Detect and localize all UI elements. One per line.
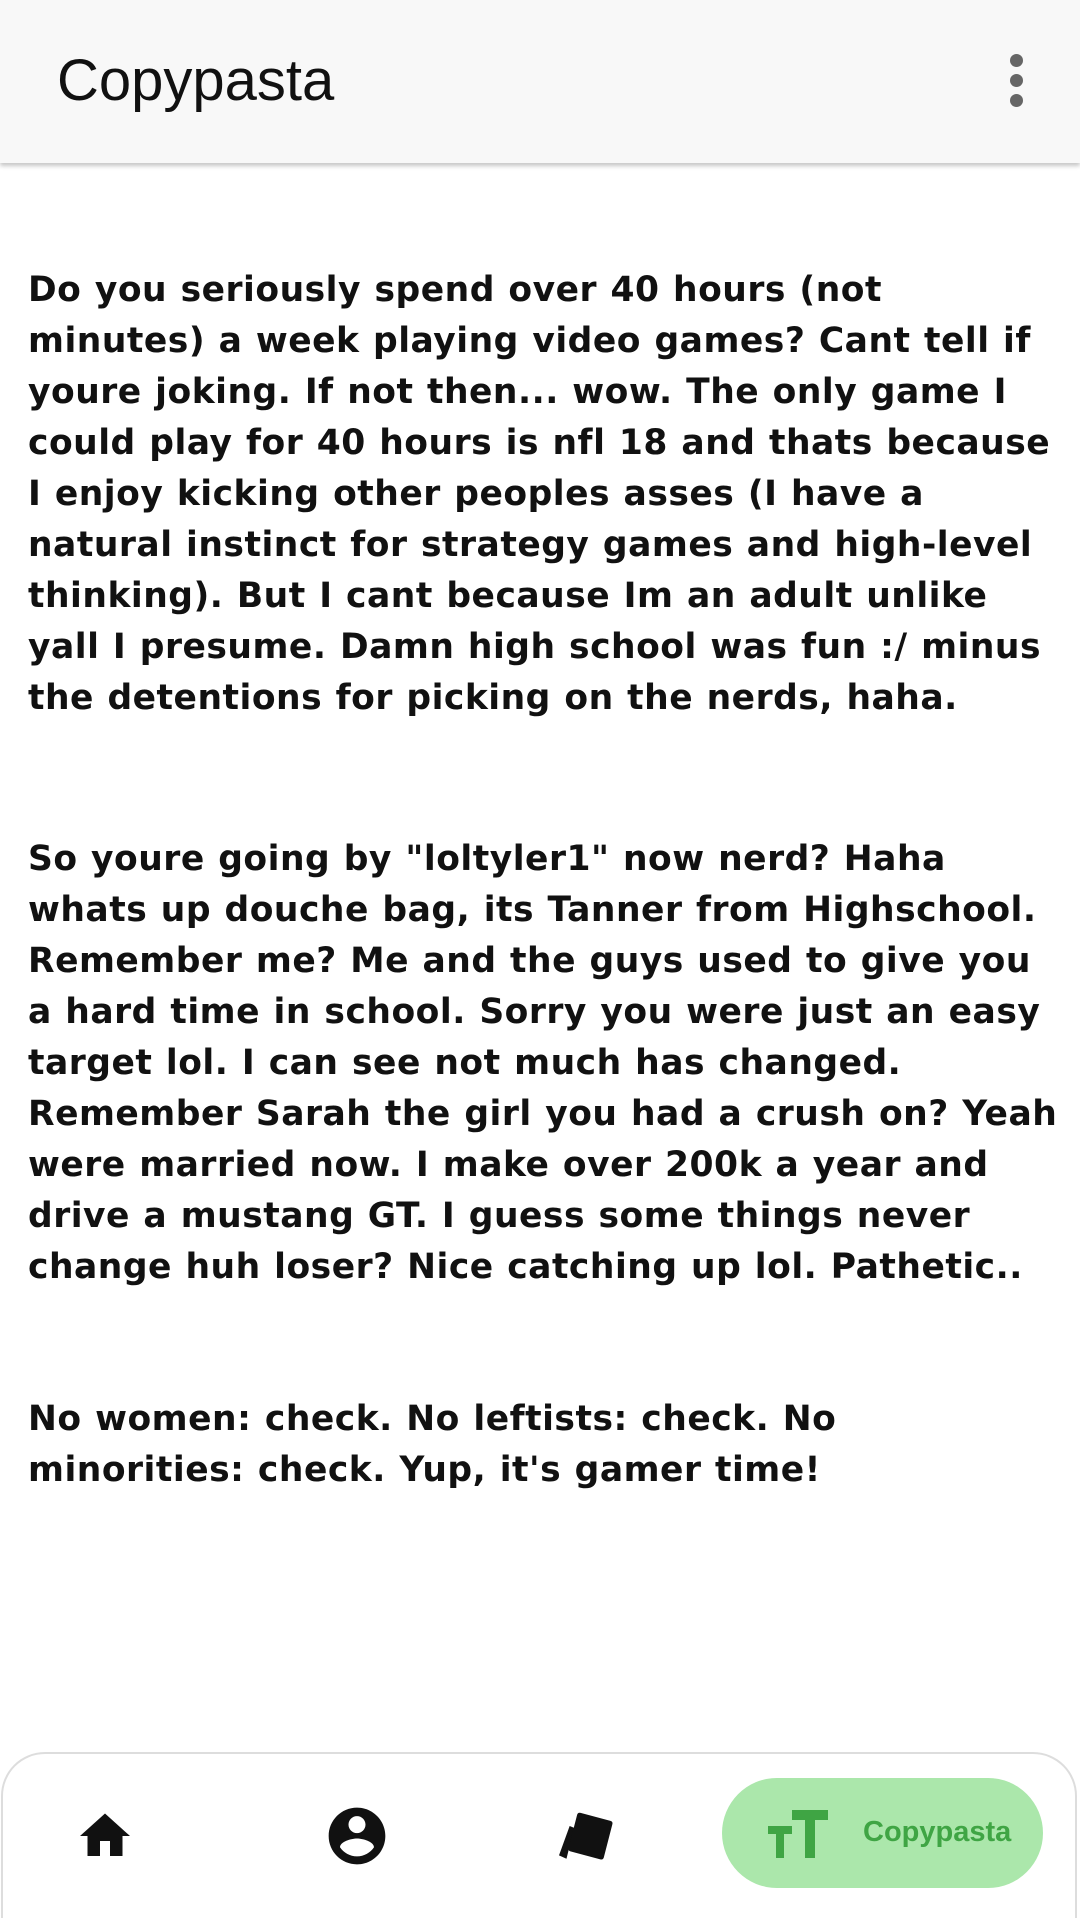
nav-profile-button[interactable] <box>319 1754 399 1920</box>
nav-cards-button[interactable] <box>551 1754 631 1920</box>
nav-copypasta-label: Copypasta <box>863 1816 1012 1848</box>
more-vert-icon[interactable] <box>988 52 1044 108</box>
nav-home-button[interactable] <box>67 1754 147 1920</box>
account-circle-icon <box>323 1802 391 1870</box>
bottom-navigation <box>1 1752 1077 1918</box>
app-bar <box>0 0 1080 163</box>
copypasta-item[interactable]: So youre going by "loltyler1" now nerd? Haha whats up douche bag, its Tanner from Highschool. Remember me? Me and the guys used to give you a hard time in school. Sorry you were just an easy target lol. I can see not much has changed. Remember Sarah the girl you had a crush on? Yeah were married now. I make over 200k a year and drive a mustang GT. I guess some things never change huh loser? Nice catching up lol. Pathetic.. <box>28 839 1058 1287</box>
copypasta-item[interactable]: Do you seriously spend over 40 hours (not minutes) a week playing video games? Cant tell if youre joking. If not then... wow. The only game I could play for 40 hours is nfl 18 and thats because I enjoy kicking other peoples asses (I have a natural instinct for strategy games and high-level thinking). But I cant because Im an adult unlike yall I presume. Damn high school was fun :/ minus the detentions for picking on the nerds, haha. <box>28 270 1051 718</box>
home-icon <box>75 1806 135 1866</box>
app-title: Copypasta <box>57 48 335 113</box>
cards-icon <box>553 1806 621 1870</box>
nav-copypasta-button[interactable] <box>722 1778 1043 1888</box>
text-size-icon <box>768 1806 828 1860</box>
copypasta-item[interactable]: No women: check. No leftists: check. No minorities: check. Yup, it's gamer time! <box>28 1399 837 1490</box>
copypasta-list[interactable] <box>0 163 1080 1753</box>
